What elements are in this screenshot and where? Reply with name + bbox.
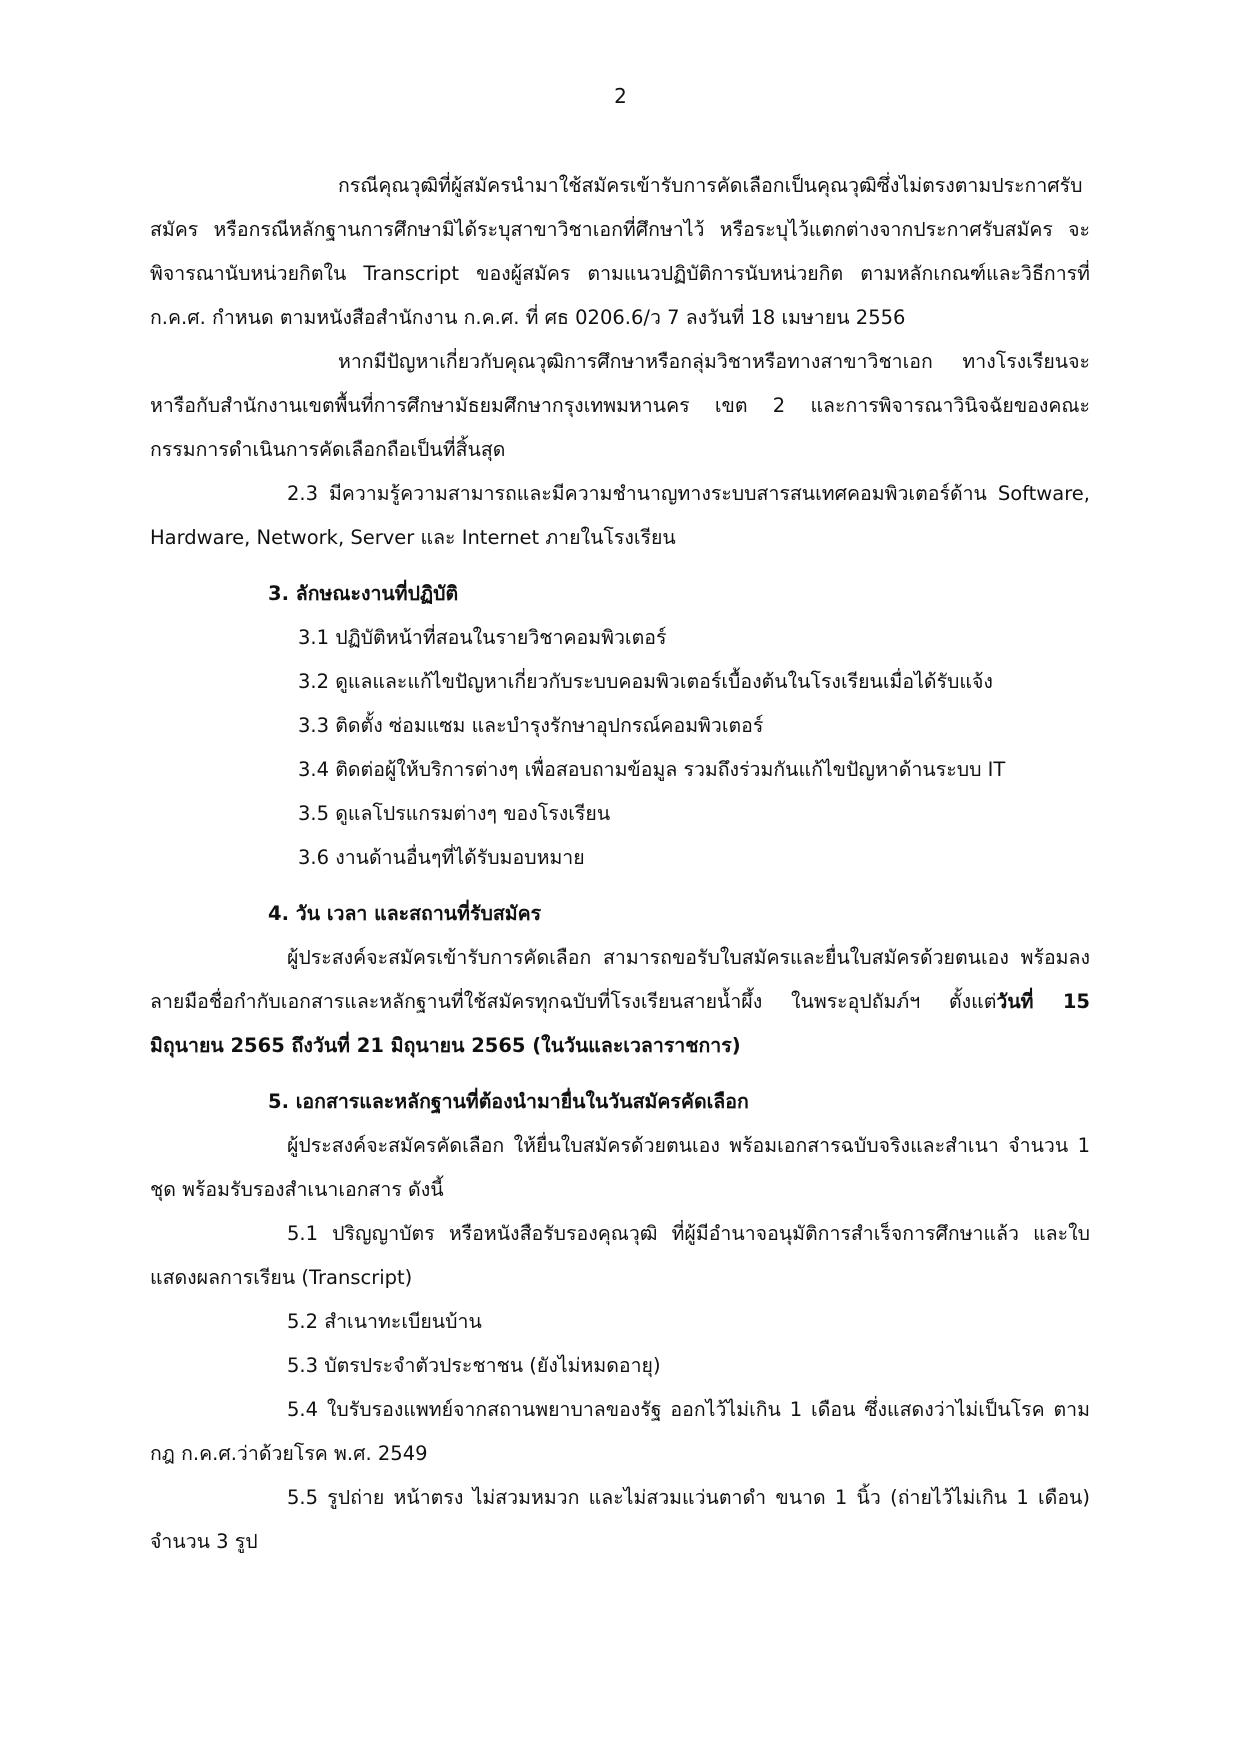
page-content [150,164,1090,1564]
section-5-intro: ผู้ประสงค์จะสมัครคัดเลือก ให้ยื่นใบสมัครด้วยตนเอง พร้อมเอกสารฉบับจริงและสำเนา จำนวน 1 ชุด พร้อมรับรองสำเนาเอกสาร ดังนี้ [150,1134,1090,1201]
list-item: 3.5 ดูแลโปรแกรมต่างๆ ของโรงเรียน [298,802,611,825]
paragraph-qualification-note: กรณีคุณวุฒิที่ผู้สมัครนำมาใช้สมัครเข้ารับการคัดเลือกเป็นคุณวุฒิซึ่งไม่ตรงตามประกาศรับสมัคร หรือกรณีหลักฐานการศึกษามิได้ระบุสาขาวิชาเอกที่ศึกษาไว้ หรือระบุไว้แตกต่างจากประกาศรับสมัคร จะพิจารณานับหน่วยกิตใน Transcript ของผู้สมัคร ตามแนวปฏิบัติการนับหน่วยกิต ตามหลักเกณฑ์และวิธีการที่ ก.ค.ศ. กำหนด ตามหนังสือสำนักงาน ก.ค.ศ. ที่ ศธ 0206.6/ว 7 ลงวันที่ 18 เมษายน 2556 [150,174,1090,329]
list-item: 5.3 บัตรประจำตัวประชาชน (ยังไม่หมดอายุ) [287,1354,661,1377]
application-dates: วันที่ 15 มิถุนายน 2565 ถึงวันที่ 21 มิถุนายน 2565 (ในวันและเวลาราชการ) [150,990,1090,1057]
section-4-body [150,936,1090,1068]
paragraph-item-2-3: 2.3 มีความรู้ความสามารถและมีความชำนาญทางระบบสารสนเทศคอมพิวเตอร์ด้าน Software, Hardware, Network, Server และ Internet ภายในโรงเรียน [150,482,1090,549]
list-item: 3.1 ปฏิบัติหน้าที่สอนในรายวิชาคอมพิวเตอร์ [298,626,667,649]
paragraph-problem-note: หากมีปัญหาเกี่ยวกับคุณวุฒิการศึกษาหรือกลุ่มวิชาหรือทางสาขาวิชาเอก ทางโรงเรียนจะหารือกับสำนักงานเขตพื้นที่การศึกษามัธยมศึกษากรุงเทพมหานคร เขต 2 และการพิจารณาวินิจฉัยของคณะกรรมการดำเนินการคัดเลือกถือเป็นที่สิ้นสุด [150,350,1090,461]
section-4-heading: 4. วัน เวลา และสถานที่รับสมัคร [268,902,542,925]
list-item: 5.4 ใบรับรองแพทย์จากสถานพยาบาลของรัฐ ออกไว้ไม่เกิน 1 เดือน ซึ่งแสดงว่าไม่เป็นโรค ตามกฎ ก.ค.ศ.ว่าด้วยโรค พ.ศ. 2549 [150,1398,1090,1465]
list-item: 3.6 งานด้านอื่นๆที่ได้รับมอบหมาย [298,846,585,869]
section-5-heading: 5. เอกสารและหลักฐานที่ต้องนำมายื่นในวันสมัครคัดเลือก [268,1090,749,1113]
list-item: 5.5 รูปถ่าย หน้าตรง ไม่สวมหมวก และไม่สวมแว่นตาดำ ขนาด 1 นิ้ว (ถ่ายไว้ไม่เกิน 1 เดือน) จำนวน 3 รูป [150,1486,1090,1553]
list-item: 3.4 ติดต่อผู้ให้บริการต่างๆ เพื่อสอบถามข้อมูล รวมถึงร่วมกันแก้ไขปัญหาด้านระบบ IT [298,758,1006,781]
section-3-heading: 3. ลักษณะงานที่ปฏิบัติ [268,582,459,605]
list-item: 3.2 ดูแลและแก้ไขปัญหาเกี่ยวกับระบบคอมพิวเตอร์เบื้องต้นในโรงเรียนเมื่อได้รับแจ้ง [298,670,993,693]
list-item: 5.2 สำเนาทะเบียนบ้าน [287,1310,482,1333]
list-item: 3.3 ติดตั้ง ซ่อมแซม และบำรุงรักษาอุปกรณ์คอมพิวเตอร์ [298,714,764,737]
section-4-text: ผู้ประสงค์จะสมัครเข้ารับการคัดเลือก สามารถขอรับใบสมัครและยื่นใบสมัครด้วยตนเอง พร้อมลงลายมือชื่อกำกับเอกสารและหลักฐานที่ใช้สมัครทุกฉบับที่โรงเรียนสายน้ำผึ้ง ในพระอุปถัมภ์ฯ ตั้งแต่ [150,946,1090,1013]
page-number: 2 [614,84,627,108]
list-item: 5.1 ปริญญาบัตร หรือหนังสือรับรองคุณวุฒิ ที่ผู้มีอำนาจอนุมัติการสำเร็จการศึกษาแล้ว และใบแสดงผลการเรียน (Transcript) [150,1222,1090,1289]
